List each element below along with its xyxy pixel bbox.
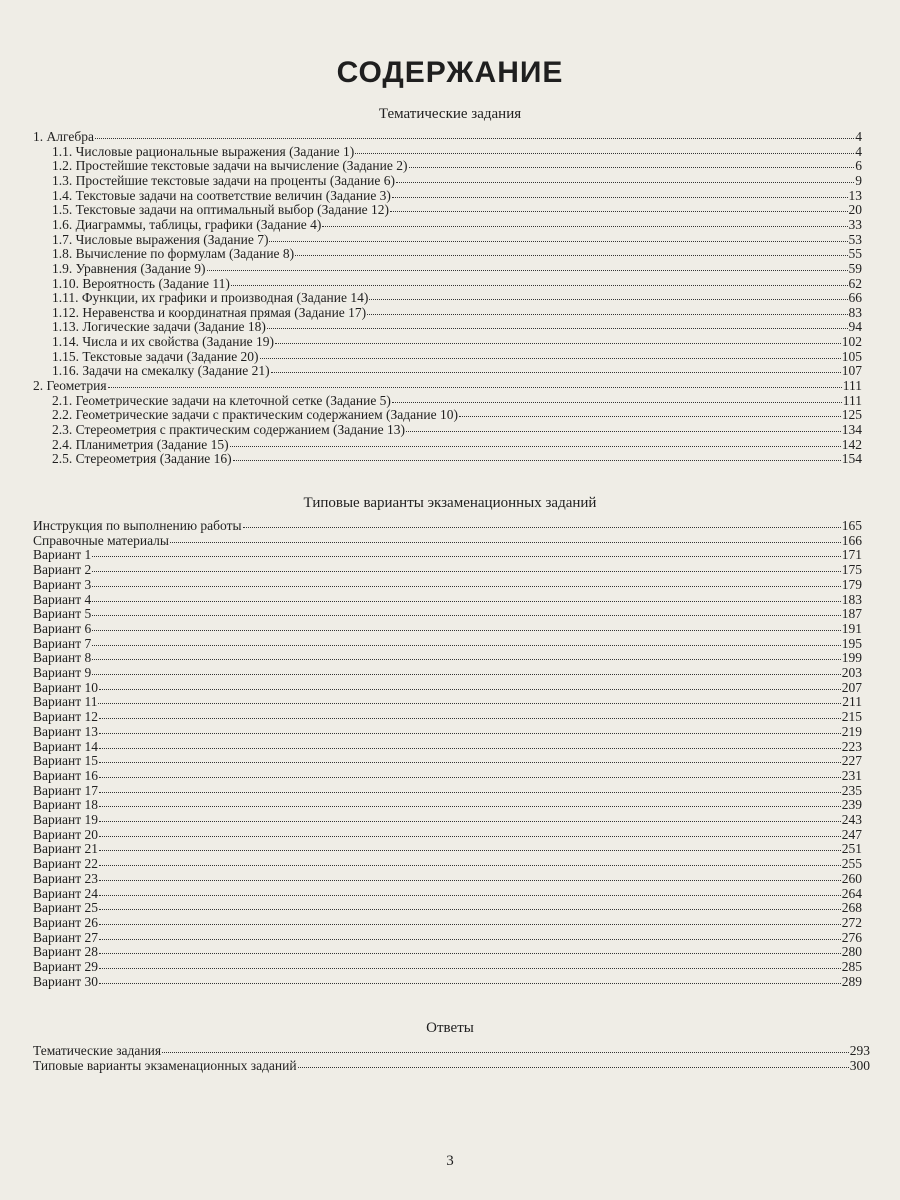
dot-leader: [355, 152, 854, 154]
toc-entry: [33, 578, 862, 592]
dot-leader: [99, 791, 841, 793]
toc-entry: [52, 174, 862, 188]
toc-entry: [52, 203, 862, 217]
dot-leader: [367, 313, 847, 315]
toc-entry-page: 239: [841, 797, 862, 813]
toc-entry-label: Вариант 17: [33, 782, 98, 798]
toc-entry-label: 1.16. Задачи на смекалку (Задание 21): [52, 363, 270, 379]
toc-entry-label: 1.9. Уравнения (Задание 9): [52, 260, 206, 276]
toc-entry: [52, 247, 862, 261]
toc-entry: [33, 813, 862, 827]
toc-entry-page: 195: [841, 635, 862, 651]
toc-entry: [52, 452, 862, 466]
toc-entry: [33, 725, 862, 739]
dot-leader: [459, 415, 841, 417]
dot-leader: [99, 805, 841, 807]
toc-entry-label: Вариант 27: [33, 929, 98, 945]
toc-entry-label: 1.1. Числовые рациональные выражения (Задание 1): [52, 143, 355, 159]
dot-leader: [92, 658, 841, 660]
toc-entry-label: Вариант 24: [33, 885, 98, 901]
dot-leader: [99, 776, 841, 778]
toc-entry-label: Справочные материалы: [33, 532, 169, 548]
toc-entry-label: Вариант 2: [33, 562, 92, 578]
toc-entry-page: 289: [841, 973, 862, 989]
toc-entry: [33, 975, 862, 989]
toc-entry-label: Вариант 25: [33, 900, 98, 916]
toc-entry-label: Вариант 8: [33, 650, 92, 666]
toc-entry-label: Тематические задания: [33, 1043, 162, 1058]
toc-entry-page: 268: [841, 900, 862, 916]
toc-entry-label: Вариант 30: [33, 973, 98, 989]
toc-entry-label: 1.11. Функции, их графики и производная (Задание 14): [52, 290, 369, 306]
dot-leader: [108, 386, 842, 388]
toc-entry-page: 255: [841, 856, 862, 872]
toc-entry: [33, 842, 862, 856]
dot-leader: [92, 629, 841, 631]
toc-entry-label: 1. Алгебра: [33, 129, 94, 144]
toc-entry: [52, 277, 862, 291]
toc-entry-page: 102: [841, 334, 862, 350]
toc-entry: [33, 887, 862, 901]
toc-entry-page: 243: [841, 812, 862, 827]
toc-entry-label: 1.5. Текстовые задачи на оптимальный выбор (Задание 12): [52, 202, 390, 218]
dot-leader: [409, 166, 855, 168]
dot-leader: [99, 732, 841, 734]
toc-entry: [52, 438, 862, 452]
toc-entry-page: 4: [855, 129, 862, 144]
toc-entry: [33, 784, 862, 798]
toc-entry-page: 251: [841, 841, 862, 857]
dot-leader: [99, 717, 841, 719]
toc-entry: [52, 262, 862, 276]
dot-leader: [99, 688, 841, 690]
dot-leader: [92, 644, 841, 646]
toc-entry-label: Вариант 5: [33, 606, 92, 622]
toc-entry: [33, 754, 862, 768]
toc-entry-page: 171: [841, 547, 862, 563]
dot-leader: [396, 181, 854, 183]
dot-leader: [99, 967, 841, 969]
toc-entry-label: Вариант 23: [33, 870, 98, 886]
toc-entry: [33, 651, 862, 665]
toc-entry-label: Вариант 28: [33, 944, 98, 960]
toc-entry-page: 165: [841, 518, 862, 533]
toc-entry-page: 187: [841, 606, 862, 622]
toc-entry: [33, 1059, 870, 1073]
toc-entry: [33, 534, 862, 548]
dot-leader: [322, 225, 847, 227]
toc-entry-page: 219: [841, 723, 862, 739]
dot-leader: [230, 445, 841, 447]
toc-entry-page: 231: [841, 767, 862, 783]
toc-entry-page: 260: [841, 870, 862, 886]
dot-leader: [99, 864, 841, 866]
dot-leader: [406, 430, 841, 432]
dot-leader: [99, 908, 841, 910]
toc-entry-label: 1.14. Числа и их свойства (Задание 19): [52, 334, 275, 350]
toc-entry-page: 247: [841, 826, 862, 842]
toc-entry-page: 59: [848, 260, 862, 276]
dot-leader: [99, 879, 841, 881]
dot-leader: [271, 371, 841, 373]
toc-entry: [52, 320, 862, 334]
dot-leader: [392, 196, 848, 198]
dot-leader: [92, 585, 841, 587]
toc-entry-label: 2.3. Стереометрия с практическим содержанием (Задание 13): [52, 422, 405, 437]
page-number: 3: [446, 1153, 454, 1169]
toc-entry: [52, 364, 862, 378]
toc-entry: [33, 681, 862, 695]
toc-entry: [52, 233, 862, 247]
toc-entry-label: Вариант 21: [33, 841, 98, 857]
toc-entry: [33, 563, 862, 577]
dot-leader: [207, 269, 848, 271]
toc-entry-label: 2.4. Планиметрия (Задание 15): [52, 436, 229, 452]
toc-entry-label: 1.15. Текстовые задачи (Задание 20): [52, 348, 259, 364]
toc-entry-label: Вариант 20: [33, 826, 98, 842]
toc-entry-label: Вариант 13: [33, 723, 98, 739]
dot-leader: [92, 673, 841, 675]
toc-entry: [52, 423, 862, 437]
dot-leader: [92, 600, 841, 602]
dot-leader: [99, 982, 841, 984]
toc-entry-page: 227: [841, 753, 862, 769]
toc-entry-page: 94: [848, 319, 862, 335]
toc-entry: [52, 408, 862, 422]
toc-entry-page: 53: [848, 231, 862, 247]
toc-entry: [33, 1044, 870, 1058]
toc-entry-label: 2. Геометрия: [33, 378, 107, 394]
toc-entry-page: 55: [848, 246, 862, 262]
toc-entry: [33, 548, 862, 562]
toc-entry-page: 199: [841, 650, 862, 666]
toc-entry-label: Вариант 1: [33, 547, 92, 563]
toc-entry-page: 105: [841, 348, 862, 364]
dot-leader: [260, 357, 841, 359]
toc-entry-label: Вариант 9: [33, 665, 92, 680]
toc-entry: [33, 695, 862, 709]
toc-entry-page: 264: [841, 885, 862, 901]
toc-entry-label: 1.3. Простейшие текстовые задачи на проценты (Задание 6): [52, 172, 396, 188]
dot-leader: [92, 555, 841, 557]
dot-leader: [233, 459, 841, 461]
dot-leader: [95, 137, 854, 139]
toc-entry-label: Вариант 29: [33, 959, 98, 974]
toc-entry: [33, 916, 862, 930]
dot-leader: [99, 938, 841, 940]
dot-leader: [392, 401, 842, 403]
toc-entry: [52, 218, 862, 232]
toc-entry-label: Инструкция по выполнению работы: [33, 518, 242, 533]
dot-leader: [99, 952, 841, 954]
toc-entry-page: 285: [841, 959, 862, 974]
section-title-thematic: Тематические задания: [378, 106, 522, 122]
toc-entry-page: 20: [848, 202, 862, 218]
toc-entry-label: 2.2. Геометрические задачи с практическим содержанием (Задание 10): [52, 407, 458, 423]
toc-entry-page: 154: [841, 451, 862, 467]
dot-leader: [170, 541, 841, 543]
toc-entry-page: 215: [841, 709, 862, 725]
toc-entry-page: 6: [855, 158, 862, 174]
toc-entry-label: 1.6. Диаграммы, таблицы, графики (Задание 4): [52, 216, 322, 232]
dot-leader: [92, 614, 841, 616]
toc-entry-page: 111: [842, 392, 862, 408]
toc-entry-page: 203: [841, 665, 862, 680]
toc-entry-page: 280: [841, 944, 862, 960]
toc-entry-page: 166: [841, 532, 862, 548]
toc-entry-page: 300: [849, 1057, 870, 1073]
toc-entry: [33, 593, 862, 607]
toc-entry: [33, 945, 862, 959]
toc-entry-page: 175: [841, 562, 862, 578]
dot-leader: [267, 327, 848, 329]
toc-entry-page: 183: [841, 591, 862, 607]
dot-leader: [99, 923, 841, 925]
toc-entry: [33, 637, 862, 651]
toc-entry-page: 235: [841, 782, 862, 798]
toc-entry-label: Вариант 6: [33, 620, 92, 636]
toc-entry-page: 207: [841, 679, 862, 695]
toc-entry-page: 191: [841, 620, 862, 636]
page-title: СОДЕРЖАНИЕ: [336, 56, 564, 89]
toc-entry-label: 1.8. Вычисление по формулам (Задание 8): [52, 246, 295, 262]
toc-entry-label: 1.7. Числовые выражения (Задание 7): [52, 231, 269, 247]
toc-entry: [33, 901, 862, 915]
toc-entry: [52, 189, 862, 203]
toc-entry-page: 134: [841, 422, 862, 437]
toc-entry-label: Вариант 26: [33, 914, 98, 930]
toc-entry: [33, 379, 862, 393]
toc-entry-page: 211: [842, 694, 862, 710]
toc-entry: [52, 394, 862, 408]
toc-entry: [33, 931, 862, 945]
toc-entry-label: Вариант 22: [33, 856, 98, 872]
toc-entry: [33, 607, 862, 621]
toc-entry-label: 1.4. Текстовые задачи на соответствие величин (Задание 3): [52, 187, 391, 203]
dot-leader: [98, 702, 841, 704]
dot-leader: [231, 284, 848, 286]
dot-leader: [275, 342, 841, 344]
toc-entry-page: 111: [842, 378, 862, 394]
toc-entry-label: Вариант 12: [33, 709, 98, 725]
dot-leader: [99, 761, 841, 763]
toc-entry-label: 2.1. Геометрические задачи на клеточной сетке (Задание 5): [52, 392, 391, 408]
toc-entry-label: Вариант 16: [33, 767, 98, 783]
toc-entry-page: 66: [848, 290, 862, 306]
toc-entry-page: 33: [848, 216, 862, 232]
toc-entry: [52, 145, 862, 159]
toc-entry-label: Вариант 10: [33, 679, 98, 695]
toc-entry-label: 1.13. Логические задачи (Задание 18): [52, 319, 266, 335]
section-title-answers: Ответы: [426, 1020, 474, 1036]
toc-entry-page: 62: [848, 275, 862, 291]
toc-entry-page: 125: [841, 407, 862, 423]
dot-leader: [99, 894, 841, 896]
toc-entry-page: 142: [841, 436, 862, 452]
toc-entry-page: 223: [841, 738, 862, 754]
toc-entry: [33, 710, 862, 724]
toc-entry-label: Вариант 14: [33, 738, 98, 754]
toc-entry-page: 107: [841, 363, 862, 379]
toc-entry: [52, 291, 862, 305]
toc-entry-page: 13: [848, 187, 862, 203]
toc-entry-label: Вариант 19: [33, 812, 98, 827]
toc-entry-label: 1.10. Вероятность (Задание 11): [52, 275, 230, 291]
dot-leader: [99, 849, 841, 851]
dot-leader: [162, 1051, 849, 1053]
toc-entry-page: 276: [841, 929, 862, 945]
toc-entry: [33, 798, 862, 812]
toc-entry: [33, 666, 862, 680]
toc-entry: [33, 622, 862, 636]
toc-entry-label: 2.5. Стереометрия (Задание 16): [52, 451, 232, 467]
toc-entry-page: 9: [855, 172, 862, 188]
dot-leader: [295, 254, 847, 256]
dot-leader: [99, 820, 841, 822]
dot-leader: [99, 747, 841, 749]
toc-entry-label: 1.2. Простейшие текстовые задачи на вычисление (Задание 2): [52, 158, 408, 174]
toc-entry-page: 272: [841, 914, 862, 930]
toc-entry: [33, 872, 862, 886]
toc-entry-page: 179: [841, 576, 862, 592]
toc-entry: [33, 740, 862, 754]
toc-entry-label: Вариант 15: [33, 753, 98, 769]
toc-entry-label: 1.12. Неравенства и координатная прямая (Задание 17): [52, 304, 367, 320]
dot-leader: [298, 1066, 849, 1068]
dot-leader: [92, 570, 841, 572]
dot-leader: [99, 835, 841, 837]
toc-entry: [52, 335, 862, 349]
toc-entry: [52, 350, 862, 364]
toc-entry: [52, 306, 862, 320]
dot-leader: [243, 526, 841, 528]
toc-entry: [33, 857, 862, 871]
toc-entry: [33, 828, 862, 842]
toc-entry: [33, 130, 862, 144]
toc-entry-page: 83: [848, 304, 862, 320]
toc-entry-label: Вариант 7: [33, 635, 92, 651]
toc-entry-label: Типовые варианты экзаменационных заданий: [33, 1057, 297, 1073]
toc-entry-label: Вариант 18: [33, 797, 98, 813]
toc-entry: [33, 769, 862, 783]
dot-leader: [269, 240, 847, 242]
toc-entry: [33, 960, 862, 974]
section-title-variants: Типовые варианты экзаменационных заданий: [303, 495, 597, 511]
toc-entry-label: Вариант 3: [33, 576, 92, 592]
toc-entry-label: Вариант 11: [33, 694, 98, 710]
dot-leader: [369, 298, 847, 300]
toc-entry-page: 4: [855, 143, 862, 159]
toc-entry-page: 293: [849, 1043, 870, 1058]
toc-entry-label: Вариант 4: [33, 591, 92, 607]
dot-leader: [390, 210, 847, 212]
toc-entry: [52, 159, 862, 173]
toc-entry: [33, 519, 862, 533]
